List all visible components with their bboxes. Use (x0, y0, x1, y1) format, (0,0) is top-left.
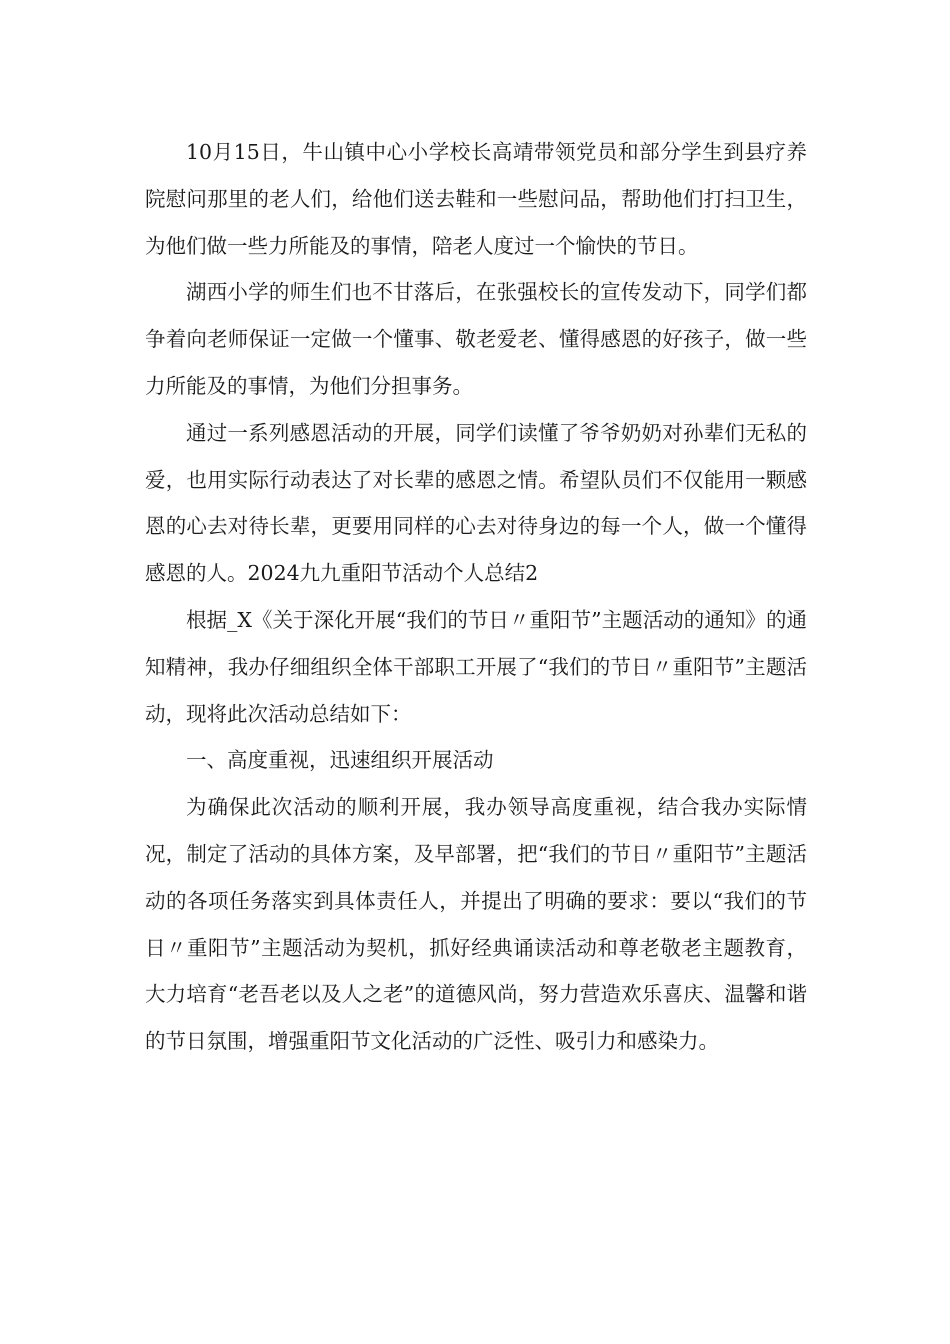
paragraph-4: 根据_X《关于深化开展“我们的节日〃重阳节”主题活动的通知》的通知精神，我办仔细组织全体干部职工开展了“我们的节日〃重阳节”主题活动，现将此次活动总结如下： (145, 607, 807, 726)
paragraph-5: 为确保此次活动的顺利开展，我办领导高度重视，结合我办实际情况，制定了活动的具体方案，及早部署，把“我们的节日〃重阳节”主题活动的各项任务落实到具体责任人，并提出了明确的要求：要以“我们的节日〃重阳节”主题活动为契机，抓好经典诵读活动和尊老敬老主题教育，大力培育“老吾老以及人之老”的道德风尚，努力营造欢乐喜庆、温馨和谐的节日氛围，增强重阳节文化活动的广泛性、吸引力和感染力。 (145, 795, 807, 1054)
paragraph-2: 湖西小学的师生们也不甘落后，在张强校长的宣传发动下，同学们都争着向老师保证一定做一个懂事、敬老爱老、懂得感恩的好孩子，做一些力所能及的事情，为他们分担事务。 (145, 280, 807, 398)
paragraph-3: 通过一系列感恩活动的开展，同学们读懂了爷爷奶奶对孙辈们无私的爱，也用实际行动表达了对长辈的感恩之情。希望队员们不仅能用一颗感恩的心去对待长辈，更要用同样的心去对待身边的每一个人，做一个懂得感恩的人。2024九九重阳节活动个人总结2 (145, 420, 807, 586)
paragraph-1: 10月15日，牛山镇中心小学校长高靖带领党员和部分学生到县疗养院慰问那里的老人们，给他们送去鞋和一些慰问品，帮助他们打扫卫生，为他们做一些力所能及的事情，陪老人度过一个愉快的节日。 (145, 140, 807, 258)
section-heading: 一、高度重视，迅速组织开展活动 (186, 748, 494, 773)
document-body (145, 129, 807, 1065)
